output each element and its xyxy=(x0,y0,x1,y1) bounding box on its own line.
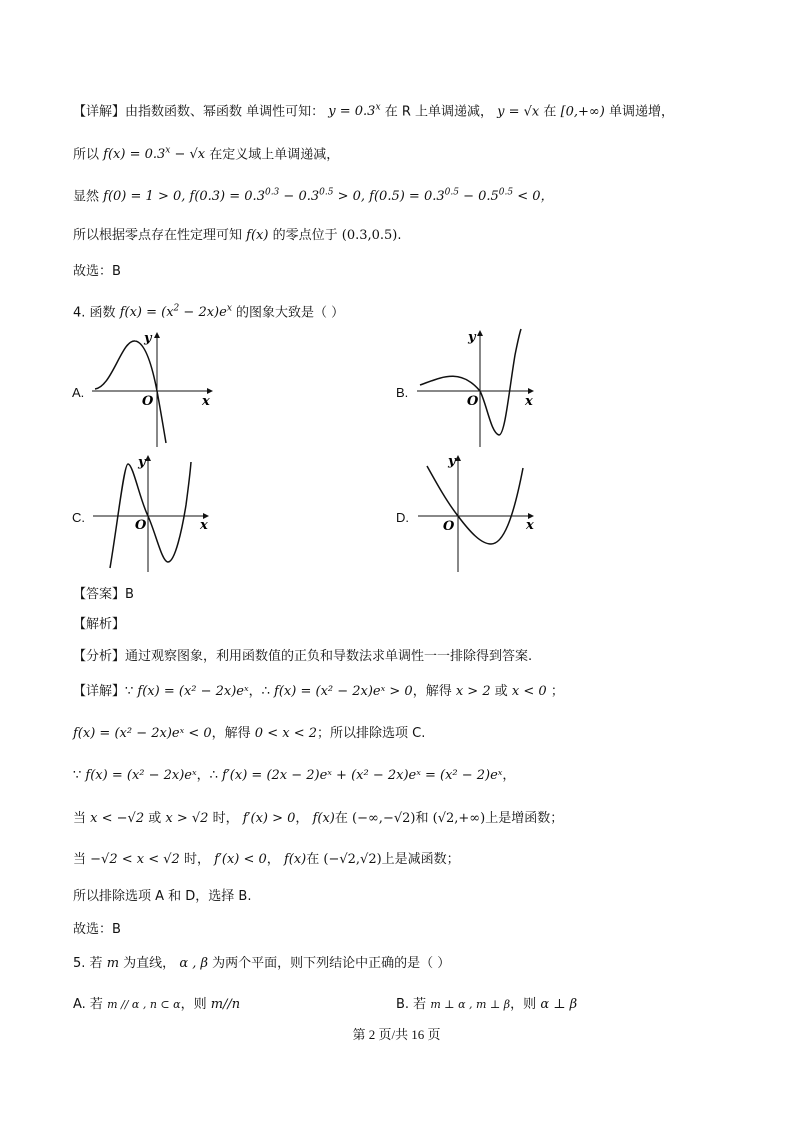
x-label: x xyxy=(526,518,534,533)
option-c-label: C. xyxy=(72,510,85,525)
y-label: y xyxy=(144,331,152,346)
detail-d3: ∵ f(x) = (x² − 2x)eˣ，∴ f′(x) = (2x − 2)eˣ + (x² − 2x)eˣ = (x² − 2)eˣ， xyxy=(73,768,516,783)
detail-d6: 所以排除选项 A 和 D，选择 B. xyxy=(73,889,252,904)
question-5-option-b: B. 若 m ⊥ α , m ⊥ β，则 α ⊥ β xyxy=(396,997,578,1012)
formula: $f(x) = 0.3^x - √x$ xyxy=(103,146,206,163)
text: 显然 xyxy=(73,189,100,205)
formula: [0,+∞) xyxy=(560,104,605,120)
option-a-label: A. xyxy=(72,385,85,400)
choose-line: 故选：B xyxy=(73,264,121,279)
x-label: x xyxy=(525,394,533,409)
text: 在 xyxy=(543,104,557,120)
formula: y = √x xyxy=(497,104,540,120)
answer-line: 【答案】B xyxy=(73,587,134,602)
origin-label: O xyxy=(467,394,479,409)
curve xyxy=(110,462,191,568)
question-5: 5. 若 m 为直线， α , β 为两个平面，则下列结论中正确的是（ ） xyxy=(73,956,451,971)
formula: $y = 0.3^x$ xyxy=(328,103,381,120)
formula: f(x) xyxy=(246,228,269,243)
text: 的图象大致是（ ） xyxy=(236,305,345,321)
analysis-summary: 【分析】通过观察图象，利用函数值的正负和导数法求单调性一一排除得到答案. xyxy=(73,649,533,664)
detail-line-3 xyxy=(73,183,554,207)
detail-line-2 xyxy=(73,141,339,165)
detail-d7: 故选：B xyxy=(73,922,121,937)
question-4 xyxy=(73,299,344,323)
formula: f(0) = 1 > 0, $f(0.3) = 0.3^{0.3} - 0.3^{0.5} > 0$, $f(0.5) = 0.3^{0.5} - 0.5^{0.5} < 0$， xyxy=(103,188,554,205)
text: 在定义域上单调递减， xyxy=(209,147,340,163)
page-footer: 第 2 页/共 16 页 xyxy=(352,1027,441,1042)
text: 【详解】由指数函数、幂函数 单调性可知： xyxy=(73,104,325,120)
graph-a xyxy=(90,325,230,450)
curve xyxy=(427,466,523,544)
text: 的零点位于 xyxy=(272,228,338,243)
graph-b xyxy=(415,325,545,450)
detail-line-4: 所以根据零点存在性定理可知 f(x) 的零点位于 (0.3,0.5). xyxy=(73,228,402,243)
detail-d1: 【详解】∵ f(x) = (x² − 2x)eˣ，∴ f(x) = (x² − 2x)eˣ > 0，解得 x > 2 或 x < 0 ； xyxy=(73,684,564,699)
y-label: y xyxy=(448,454,456,469)
x-label: x xyxy=(202,394,210,409)
curve xyxy=(95,341,166,443)
graph-c xyxy=(90,450,220,575)
option-b-label: B. xyxy=(396,385,409,400)
detail-d2: f(x) = (x² − 2x)eˣ < 0，解得 0 < x < 2；所以排除选项 C. xyxy=(73,726,426,741)
x-label: x xyxy=(200,518,208,533)
analysis-heading: 【解析】 xyxy=(73,617,126,632)
y-label: y xyxy=(138,455,146,470)
formula: (0.3,0.5) xyxy=(341,228,398,243)
detail-d5: 当 −√2 < x < √2 时， f′(x) < 0， f(x)在 (−√2,√2)上是减函数； xyxy=(73,852,460,867)
formula: $f(x) = (x^2 - 2x)e^x$ xyxy=(119,304,232,321)
graph-d xyxy=(415,450,545,575)
origin-label: O xyxy=(135,518,147,533)
question-5-option-a: A. 若 m // α , n ⊂ α，则 m//n xyxy=(73,997,241,1012)
origin-label: O xyxy=(443,519,455,534)
y-label: y xyxy=(468,330,476,345)
text: 在 R 上单调递减， xyxy=(384,104,493,120)
option-d-label: D. xyxy=(396,510,409,525)
detail-d4: 当 x < −√2 或 x > √2 时， f′(x) > 0， f(x)在 (−∞,−√2)和 (√2,+∞)上是增函数； xyxy=(73,811,564,826)
text: 单调递增， xyxy=(608,104,674,120)
text: 所以根据零点存在性定理可知 xyxy=(73,228,243,243)
detail-line-1 xyxy=(73,98,674,122)
text: 所以 xyxy=(73,147,100,163)
text: 4. 函数 xyxy=(73,305,116,321)
origin-label: O xyxy=(142,394,154,409)
